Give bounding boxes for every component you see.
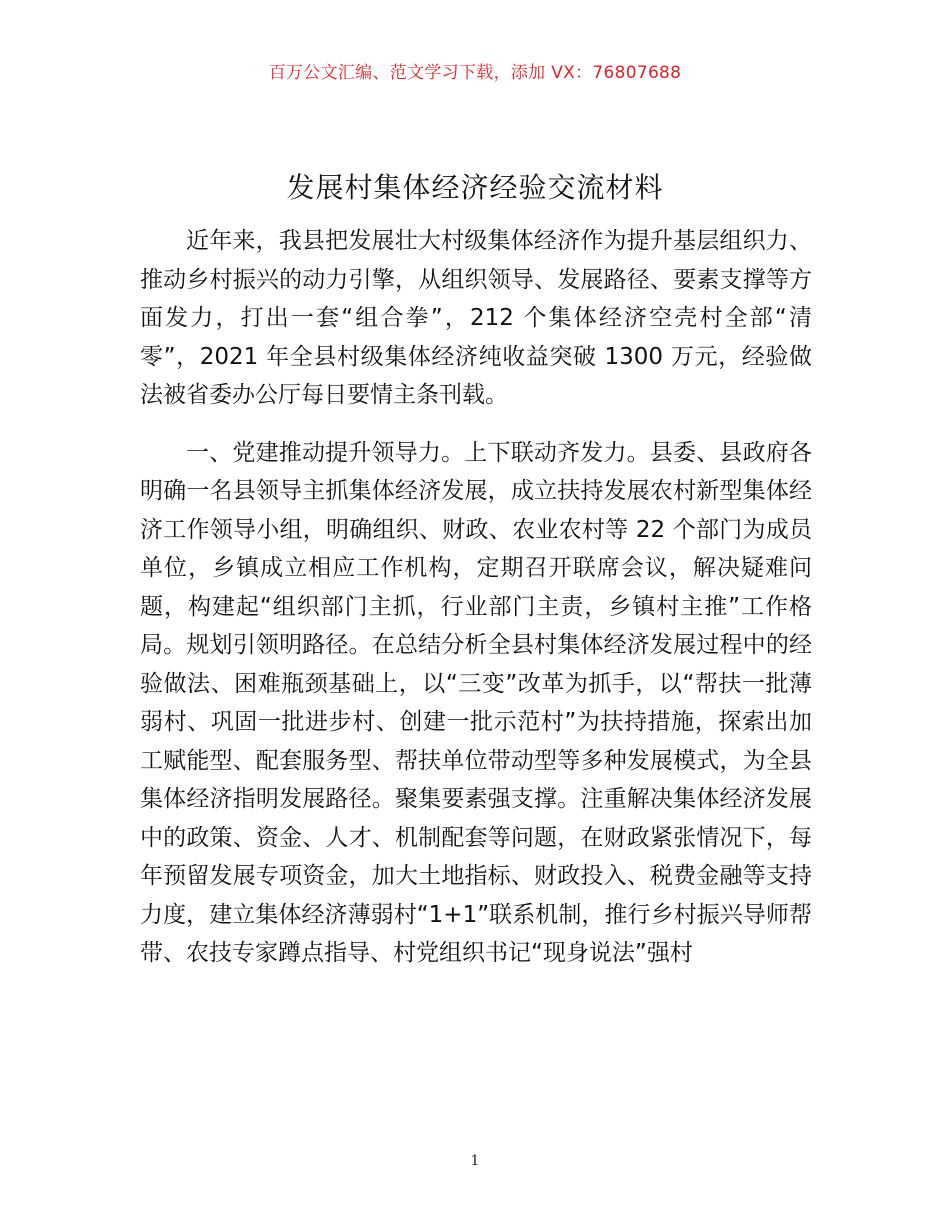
page-number: 1: [470, 1153, 480, 1169]
paragraph-section-one: 一、党建推动提升领导力。上下联动齐发力。县委、县政府各明确一名县领导主抓集体经济发展，成立扶持发展农村新型集体经济工作领导小组，明确组织、财政、农业农村等 22 个部门为成员单位，乡镇成立相应工作机构，定期召开联席会议，解决疑难问题，构建起“组织部门主抓，行业部门主责，乡镇村主推”工作格局。规划引领明路径。在总结分析全县村集体经济发展过程中的经验做法、困难瓶颈基础上，以“三变”改革为抓手，以“帮扶一批薄弱村、巩固一批进步村、创建一批示范村”为扶持措施，探索出加工赋能型、配套服务型、帮扶单位带动型等多种发展模式，为全县集体经济指明发展路径。聚集要素强支撑。注重解决集体经济发展中的政策、资金、人才、机制配套等问题，在财政紧张情况下，每年预留发展专项资金，加大土地指标、财政投入、税费金融等支持力度，建立集体经济薄弱村“1+1”联系机制，推行乡村振兴导师帮带、农技专家蹲点指导、村党组织书记“现身说法”强村: [140, 439, 812, 966]
header-watermark: 百万公文汇编、范文学习下载，添加 VX：76807688: [268, 63, 682, 83]
document-body: [140, 222, 812, 973]
document-title: 发展村集体经济经验交流材料: [286, 171, 664, 204]
paragraph-intro: 近年来，我县把发展壮大村级集体经济作为提升基层组织力、推动乡村振兴的动力引擎，从组织领导、发展路径、要素支撑等方面发力，打出一套“组合拳”，212 个集体经济空壳村全部“清零”，2021 年全县村级集体经济纯收益突破 1300 万元，经验做法被省委办公厅每日要情主条刊载。: [140, 228, 812, 408]
